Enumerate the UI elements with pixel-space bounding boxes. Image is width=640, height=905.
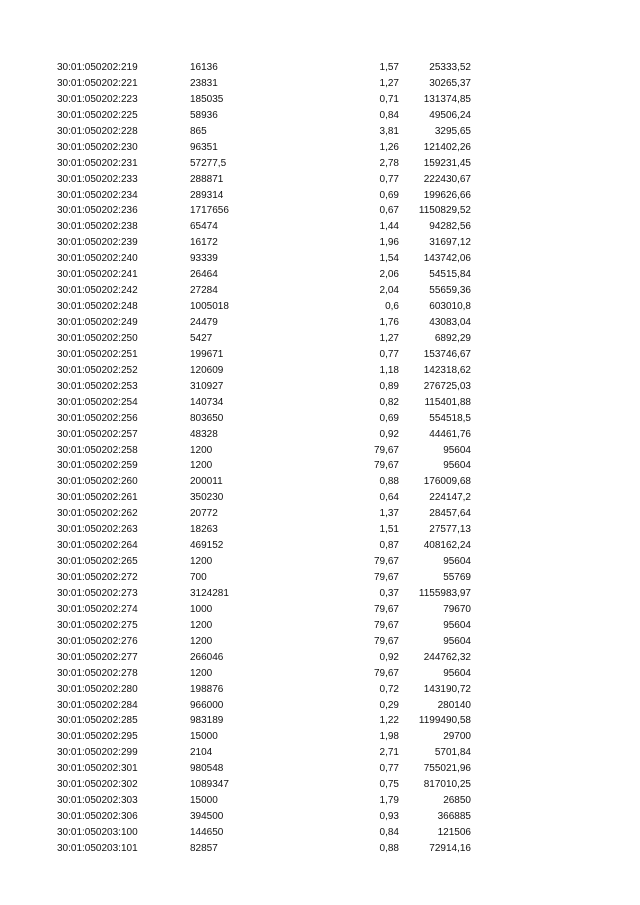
cadastral-number-cell: 30:01:050202:284 (57, 699, 138, 711)
rate-cell: 0,93 (379, 811, 399, 823)
rate-cell: 2,71 (379, 747, 399, 759)
value-cell: 142318,62 (423, 364, 471, 376)
rate-cell: 0,71 (379, 93, 399, 105)
area-cell: 1200 (190, 556, 213, 568)
area-cell: 20772 (190, 508, 218, 520)
rate-cell: 0,84 (379, 827, 399, 838)
area-cell: 24479 (190, 317, 218, 328)
cadastral-number-cell: 30:01:050202:258 (57, 444, 138, 456)
cadastral-number-cell: 30:01:050202:274 (57, 603, 138, 615)
cadastral-number-cell: 30:01:050202:233 (57, 173, 138, 185)
rate-cell: 1,76 (379, 317, 399, 328)
cadastral-number-cell: 30:01:050202:272 (57, 572, 138, 583)
value-cell: 121506 (437, 827, 471, 838)
rate-cell: 0,92 (379, 651, 399, 663)
table-row (0, 793, 640, 809)
value-cell: 5701,84 (434, 747, 471, 759)
value-cell: 6892,29 (434, 332, 471, 344)
area-cell: 1200 (190, 460, 213, 472)
table-row (0, 363, 640, 379)
area-cell: 803650 (190, 412, 224, 424)
rate-cell: 0,89 (379, 380, 399, 392)
table-row (0, 219, 640, 235)
area-cell: 2104 (190, 747, 213, 759)
value-cell: 95604 (443, 619, 471, 631)
rate-cell: 0,84 (379, 109, 399, 121)
value-cell: 755021,96 (423, 763, 471, 775)
cadastral-number-cell: 30:01:050202:265 (57, 556, 138, 568)
area-cell: 266046 (190, 651, 224, 663)
table-row (0, 76, 640, 92)
area-cell: 200011 (190, 476, 223, 488)
cadastral-number-cell: 30:01:050202:241 (57, 269, 138, 281)
area-cell: 82857 (190, 842, 218, 854)
rate-cell: 0,77 (379, 173, 399, 185)
value-cell: 143742,06 (423, 253, 471, 265)
area-cell: 700 (190, 572, 207, 583)
rate-cell: 0,67 (379, 205, 399, 217)
table-row (0, 698, 640, 714)
table-row (0, 140, 640, 156)
rate-cell: 2,04 (379, 285, 399, 297)
area-cell: 288871 (190, 173, 224, 185)
area-cell: 140734 (190, 396, 224, 408)
table-row (0, 650, 640, 666)
value-cell: 54515,84 (429, 269, 471, 281)
rate-cell: 0,69 (379, 189, 399, 201)
cadastral-number-cell: 30:01:050202:259 (57, 460, 138, 472)
table-row (0, 411, 640, 427)
area-cell: 199671 (190, 348, 224, 360)
area-cell: 58936 (190, 109, 218, 121)
cadastral-number-cell: 30:01:050202:263 (57, 524, 138, 536)
table-row (0, 761, 640, 777)
rate-cell: 0,87 (379, 540, 399, 552)
value-cell: 30265,37 (429, 77, 471, 89)
cadastral-number-cell: 30:01:050203:100 (57, 827, 138, 838)
table-row (0, 825, 640, 841)
area-cell: 983189 (190, 715, 224, 727)
rate-cell: 1,98 (379, 731, 399, 743)
rate-cell: 0,82 (379, 396, 399, 408)
area-cell: 65474 (190, 221, 218, 233)
cadastral-number-cell: 30:01:050202:276 (57, 635, 138, 647)
cadastral-number-cell: 30:01:050202:253 (57, 380, 138, 392)
value-cell: 44461,76 (429, 428, 471, 440)
cadastral-number-cell: 30:01:050202:264 (57, 540, 138, 552)
spreadsheet-table (0, 60, 640, 857)
cadastral-number-cell: 30:01:050202:273 (57, 587, 138, 599)
value-cell: 95604 (443, 635, 471, 647)
value-cell: 1150829,52 (418, 205, 471, 217)
area-cell: 865 (190, 125, 207, 137)
value-cell: 25333,52 (429, 62, 471, 73)
table-row (0, 92, 640, 108)
cadastral-number-cell: 30:01:050202:280 (57, 683, 138, 695)
area-cell: 120609 (190, 364, 224, 376)
rate-cell: 79,67 (373, 460, 399, 472)
area-cell: 16172 (190, 237, 218, 249)
table-row (0, 251, 640, 267)
table-row (0, 124, 640, 140)
value-cell: 224147,2 (429, 492, 471, 504)
table-row (0, 156, 640, 172)
cadastral-number-cell: 30:01:050202:295 (57, 731, 138, 743)
table-row (0, 60, 640, 76)
cadastral-number-cell: 30:01:050202:278 (57, 667, 138, 679)
table-row (0, 570, 640, 586)
area-cell: 57277,5 (190, 157, 227, 169)
cadastral-number-cell: 30:01:050202:238 (57, 221, 138, 233)
value-cell: 72914,16 (429, 842, 471, 854)
area-cell: 1200 (190, 444, 213, 456)
rate-cell: 1,26 (379, 141, 399, 153)
rate-cell: 1,96 (379, 237, 399, 249)
value-cell: 121402,26 (423, 141, 471, 153)
table-row (0, 554, 640, 570)
value-cell: 3295,65 (434, 125, 471, 137)
area-cell: 15000 (190, 731, 218, 743)
cadastral-number-cell: 30:01:050202:221 (57, 77, 138, 89)
rate-cell: 79,67 (373, 572, 399, 583)
value-cell: 28457,64 (429, 508, 471, 520)
cadastral-number-cell: 30:01:050202:299 (57, 747, 138, 759)
rate-cell: 0,92 (379, 428, 399, 440)
value-cell: 95604 (443, 444, 471, 456)
cadastral-number-cell: 30:01:050202:236 (57, 205, 138, 217)
area-cell: 1717656 (190, 205, 229, 217)
rate-cell: 0,77 (379, 763, 399, 775)
value-cell: 554518,5 (429, 412, 471, 424)
area-cell: 980548 (190, 763, 224, 775)
area-cell: 1200 (190, 619, 213, 631)
rate-cell: 79,67 (373, 619, 399, 631)
table-row (0, 395, 640, 411)
cadastral-number-cell: 30:01:050202:256 (57, 412, 138, 424)
value-cell: 176009,68 (423, 476, 471, 488)
area-cell: 5427 (190, 332, 213, 344)
rate-cell: 0,75 (379, 779, 399, 791)
area-cell: 469152 (190, 540, 224, 552)
cadastral-number-cell: 30:01:050202:249 (57, 317, 138, 328)
table-row (0, 490, 640, 506)
area-cell: 289314 (190, 189, 224, 201)
table-row (0, 841, 640, 857)
value-cell: 222430,67 (423, 173, 471, 185)
cadastral-number-cell: 30:01:050202:239 (57, 237, 138, 249)
table-row (0, 203, 640, 219)
table-row (0, 522, 640, 538)
cadastral-number-cell: 30:01:050202:303 (57, 795, 138, 807)
cadastral-number-cell: 30:01:050202:285 (57, 715, 138, 727)
cadastral-number-cell: 30:01:050202:302 (57, 779, 138, 791)
rate-cell: 0,72 (379, 683, 399, 695)
value-cell: 26850 (443, 795, 471, 807)
value-cell: 95604 (443, 556, 471, 568)
value-cell: 29700 (443, 731, 471, 743)
area-cell: 3124281 (190, 587, 229, 599)
value-cell: 366885 (437, 811, 471, 823)
table-row (0, 108, 640, 124)
area-cell: 1005018 (190, 301, 229, 313)
cadastral-number-cell: 30:01:050202:231 (57, 157, 138, 169)
value-cell: 244762,32 (423, 651, 471, 663)
value-cell: 49506,24 (429, 109, 471, 121)
area-cell: 93339 (190, 253, 218, 265)
rate-cell: 79,67 (373, 667, 399, 679)
cadastral-number-cell: 30:01:050202:225 (57, 109, 138, 121)
table-row (0, 602, 640, 618)
rate-cell: 1,18 (379, 364, 399, 376)
area-cell: 198876 (190, 683, 224, 695)
value-cell: 1155983,97 (418, 587, 471, 599)
rate-cell: 1,44 (379, 221, 399, 233)
cadastral-number-cell: 30:01:050202:250 (57, 332, 138, 344)
table-row (0, 427, 640, 443)
area-cell: 23831 (190, 77, 218, 89)
rate-cell: 1,79 (379, 795, 399, 807)
rate-cell: 0,88 (379, 842, 399, 854)
table-row (0, 267, 640, 283)
table-row (0, 682, 640, 698)
cadastral-number-cell: 30:01:050202:254 (57, 396, 138, 408)
area-cell: 1000 (190, 603, 213, 615)
cadastral-number-cell: 30:01:050202:234 (57, 189, 138, 201)
rate-cell: 1,51 (379, 524, 399, 536)
value-cell: 199626,66 (423, 189, 471, 201)
area-cell: 144650 (190, 827, 224, 838)
value-cell: 94282,56 (429, 221, 471, 233)
area-cell: 27284 (190, 285, 218, 297)
rate-cell: 79,67 (373, 635, 399, 647)
rate-cell: 1,54 (379, 253, 399, 265)
value-cell: 79670 (443, 603, 471, 615)
area-cell: 966000 (190, 699, 224, 711)
rate-cell: 79,67 (373, 556, 399, 568)
table-row (0, 586, 640, 602)
rate-cell: 0,64 (379, 492, 399, 504)
cadastral-number-cell: 30:01:050202:242 (57, 285, 138, 297)
value-cell: 143190,72 (423, 683, 471, 695)
rate-cell: 79,67 (373, 444, 399, 456)
rate-cell: 1,37 (379, 508, 399, 520)
table-row (0, 809, 640, 825)
rate-cell: 0,77 (379, 348, 399, 360)
rate-cell: 1,57 (379, 62, 399, 73)
value-cell: 1199490,58 (418, 715, 471, 727)
area-cell: 15000 (190, 795, 218, 807)
cadastral-number-cell: 30:01:050202:248 (57, 301, 138, 313)
cadastral-number-cell: 30:01:050202:219 (57, 62, 138, 73)
value-cell: 115401,88 (424, 396, 471, 408)
area-cell: 18263 (190, 524, 218, 536)
table-row (0, 729, 640, 745)
table-row (0, 474, 640, 490)
value-cell: 131374,85 (423, 93, 471, 105)
area-cell: 96351 (190, 141, 218, 153)
cadastral-number-cell: 30:01:050202:306 (57, 811, 138, 823)
table-row (0, 235, 640, 251)
area-cell: 185035 (190, 93, 224, 105)
cadastral-number-cell: 30:01:050202:223 (57, 93, 138, 105)
value-cell: 153746,67 (423, 348, 471, 360)
area-cell: 350230 (190, 492, 224, 504)
rate-cell: 0,37 (379, 587, 399, 599)
cadastral-number-cell: 30:01:050202:240 (57, 253, 138, 265)
table-row (0, 331, 640, 347)
value-cell: 276725,03 (423, 380, 471, 392)
rate-cell: 1,22 (379, 715, 399, 727)
cadastral-number-cell: 30:01:050202:301 (57, 763, 138, 775)
value-cell: 27577,13 (429, 524, 471, 536)
cadastral-number-cell: 30:01:050203:101 (57, 842, 138, 854)
value-cell: 95604 (443, 667, 471, 679)
table-row (0, 299, 640, 315)
table-row (0, 777, 640, 793)
table-row (0, 538, 640, 554)
value-cell: 159231,45 (423, 157, 471, 169)
cadastral-number-cell: 30:01:050202:275 (57, 619, 138, 631)
area-cell: 1089347 (190, 779, 229, 791)
area-cell: 310927 (190, 380, 224, 392)
rate-cell: 1,27 (379, 332, 399, 344)
value-cell: 603010,8 (429, 301, 471, 313)
table-row (0, 379, 640, 395)
table-row (0, 634, 640, 650)
cadastral-number-cell: 30:01:050202:277 (57, 651, 138, 663)
value-cell: 280140 (437, 699, 471, 711)
value-cell: 43083,04 (429, 317, 471, 328)
table-row (0, 745, 640, 761)
table-row (0, 458, 640, 474)
area-cell: 48328 (190, 428, 218, 440)
value-cell: 95604 (443, 460, 471, 472)
table-row (0, 315, 640, 331)
cadastral-number-cell: 30:01:050202:262 (57, 508, 138, 520)
value-cell: 408162,24 (423, 540, 471, 552)
value-cell: 31697,12 (429, 237, 471, 249)
cadastral-number-cell: 30:01:050202:228 (57, 125, 138, 137)
cadastral-number-cell: 30:01:050202:230 (57, 141, 138, 153)
table-row (0, 443, 640, 459)
rate-cell: 0,29 (379, 699, 399, 711)
area-cell: 16136 (190, 62, 218, 73)
area-cell: 1200 (190, 667, 213, 679)
table-row (0, 172, 640, 188)
rate-cell: 0,6 (385, 301, 399, 313)
area-cell: 26464 (190, 269, 218, 281)
cadastral-number-cell: 30:01:050202:260 (57, 476, 138, 488)
area-cell: 1200 (190, 635, 213, 647)
table-row (0, 713, 640, 729)
rate-cell: 1,27 (379, 77, 399, 89)
table-row (0, 188, 640, 204)
cadastral-number-cell: 30:01:050202:251 (57, 348, 138, 360)
cadastral-number-cell: 30:01:050202:252 (57, 364, 138, 376)
value-cell: 817010,25 (423, 779, 471, 791)
cadastral-number-cell: 30:01:050202:261 (57, 492, 138, 504)
rate-cell: 3,81 (379, 125, 399, 137)
table-row (0, 283, 640, 299)
rate-cell: 2,06 (379, 269, 399, 281)
rate-cell: 2,78 (379, 157, 399, 169)
value-cell: 55769 (443, 572, 471, 583)
rate-cell: 79,67 (373, 603, 399, 615)
rate-cell: 0,88 (379, 476, 399, 488)
cadastral-number-cell: 30:01:050202:257 (57, 428, 138, 440)
value-cell: 55659,36 (429, 285, 471, 297)
rate-cell: 0,69 (379, 412, 399, 424)
area-cell: 394500 (190, 811, 224, 823)
table-row (0, 666, 640, 682)
table-row (0, 506, 640, 522)
table-row (0, 618, 640, 634)
table-row (0, 347, 640, 363)
